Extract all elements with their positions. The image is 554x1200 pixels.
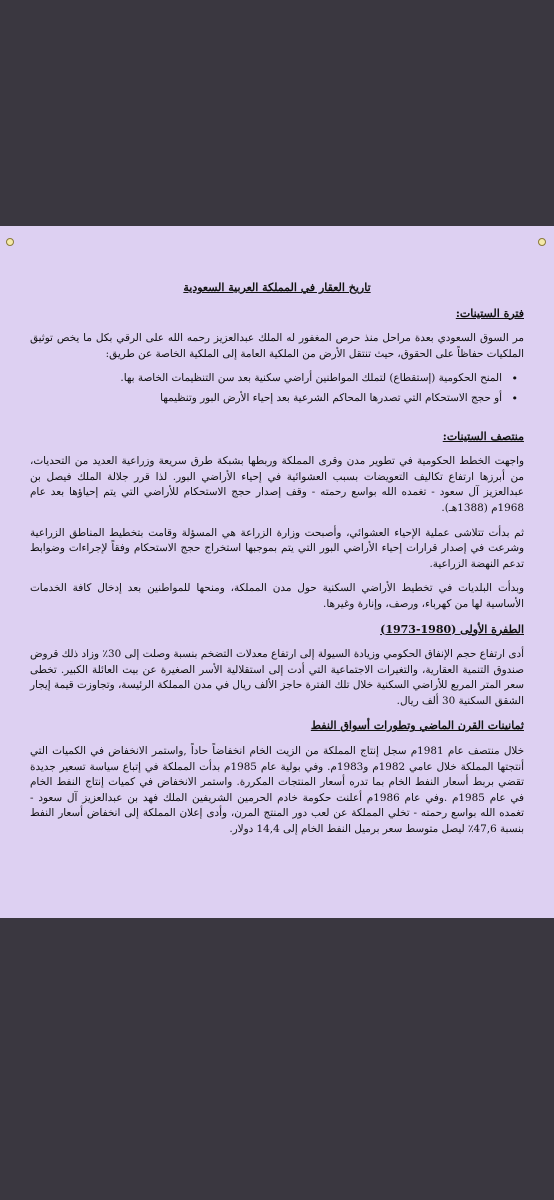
document-title: تاريخ العقار في المملكة العربية السعودية — [183, 281, 371, 294]
pin-icon — [538, 238, 546, 246]
document-body — [16, 236, 538, 838]
bullet-item: • المنح الحكومية (إستقطاع) لتملك المواطنين أراضي سكنية بعد سن التنظيمات الخاصة بها. — [30, 371, 502, 387]
paragraph: واجهت الخطط الحكومية في تطوير مدن وقرى المملكة وربطها بشبكة طرق سريعة وزراعية العديد من التحديات، من أبرزها ارتفاع تكاليف التعويضات بسبب العشوائية في إحياء الأراضي البور. لذا قرر جلالة الملك فيصل بن عبدالعزيز آل سعود - تغمده الله بواسع رحمته - وقف إصدار حجج الاستحكام للأراضي التي يتم إحياؤها بعد عام 1968م (1388هـ). — [30, 455, 524, 514]
document-page — [0, 226, 554, 918]
paragraph: وبدأت البلديات في تخطيط الأراضي السكنية حول مدن المملكة، ومنحها للمواطنين بعد إدخال كافة الخدمات الأساسية لها من كهرباء، ورصف، وإنارة وغيرها. — [30, 582, 524, 610]
page-content — [16, 236, 538, 918]
section-heading: ثمانينات القرن الماضي وتطورات أسواق النفط — [310, 719, 524, 733]
section-heading: منتصف الستينات: — [442, 429, 524, 443]
bullet-list — [30, 371, 524, 406]
paragraph: ثم بدأت تتلاشى عملية الإحياء العشوائي، وأصبحت وزارة الزراعة هي المسؤلة وقامت بتخطيط المناطق الزراعية وشرعت في إصدار قرارات إحياء الأراضي البور التي يتم بموجبها استخراج حجج الاستحكام وفقاً لإجراءات وضوابط تدعم النهضة الزراعية. — [30, 526, 524, 570]
section-heading: الطفرة الأولى (1980-1973) — [380, 622, 524, 636]
bullet-item: • أو حجج الاستحكام التي تصدرها المحاكم الشرعية بعد إحياء الأرض البور وتنظيمها — [30, 391, 502, 407]
paragraph: أدى ارتفاع حجم الإنفاق الحكومي وزيادة السيولة إلى ارتفاع معدلات التضخم بنسبة وصلت إلى 30٪ وزاد ذلك قروض صندوق التنمية العقارية، والتغيرات الاجتماعية التي أدت إلى استقلالية الأسر الصغيرة عن بيت العائلة الكبير. تخطى سعر المتر المربع للأراضي السكنية خلال تلك الفترة حاجز الألف ريال في مدن المملكة الرئيسة، وتجاوزت قيمة إيجار الشقق السكنية 30 ألف ريال. — [30, 648, 524, 707]
section-heading: فترة الستينات: — [455, 306, 524, 320]
pin-icon — [6, 238, 14, 246]
paragraph: مر السوق السعودي بعدة مراحل منذ حرص المغفور له الملك عبدالعزيز رحمه الله على الرقي بكل ما يخص توثيق الملكيات حفاظاً على الحقوق، حيث تنتقل الأرض من الملكية العامة إلى الملكية الخاصة عن طريق: — [30, 332, 524, 360]
paragraph: خلال منتصف عام 1981م سجل إنتاج المملكة من الزيت الخام انخفاضاً حاداً ,واستمر الانخفاض في الكميات التي أنتجتها المملكة خلال عامي 1982م و1983م. وفي بولية عام 1985م بدأت المملكة في إتباع سياسة تسعير جديدة تقضي بربط أسعار النفط الخام بما تدره أسعار المنتجات المكررة. واستمر الانخفاض في كميات إنتاج النفط الخام في عام 1985م .وفي عام 1986م أعلنت حكومة خادم الحرمين الشريفين الملك فهد بن عبدالعزيز آل سعود - تغمده الله بواسع رحمته - تخلي المملكة عن لعب دور المنتج المرن، وأدى إعلان المملكة إلى انخفاض أسعار النفط بنسبة 47,6٪ ليصل متوسط سعر برميل النفط الخام إلى 14,4 دولار. — [30, 745, 525, 836]
